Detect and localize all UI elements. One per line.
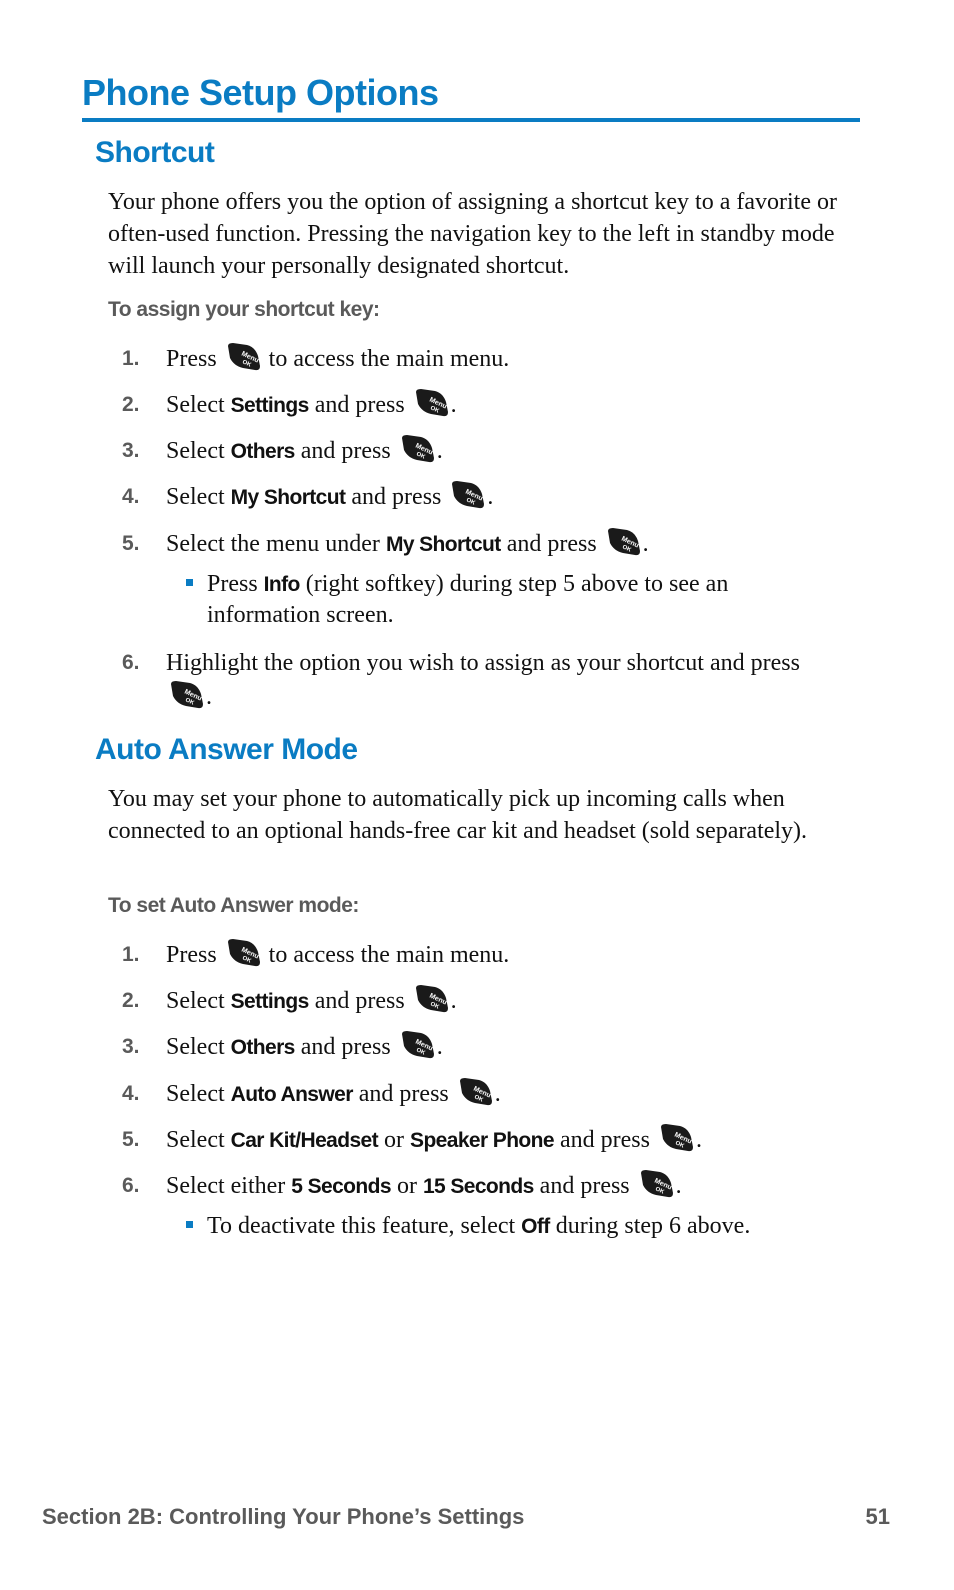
menu-ok-key-icon [449,480,485,510]
title-rule [82,118,860,122]
menu-keyword: Auto Answer [230,1083,353,1106]
page-number: 51 [865,1504,890,1529]
footer-section-title: Section 2B: Controlling Your Phone’s Settings [42,1504,525,1529]
step-text: Select either 5 Seconds or 15 Seconds and press . [166,1169,856,1204]
step-number: 4. [122,485,140,508]
menu-ok-key-icon [225,342,261,372]
menu-ok-key-icon [413,984,449,1014]
step-text: Select Settings and press . [166,388,856,423]
shortcut-subhead: To assign your shortcut key: [108,298,380,321]
menu-ok-key-icon [399,434,435,464]
page-title: Phone Setup Options [82,72,439,113]
menu-ok-key-icon [225,938,261,968]
step-number: 2. [122,393,140,416]
auto-answer-heading: Auto Answer Mode [95,733,358,766]
shortcut-heading: Shortcut [95,136,215,169]
menu-ok-key-icon [413,388,449,418]
step-text: Press to access the main menu. [166,938,856,972]
menu-keyword: Car Kit/Headset [230,1129,379,1152]
step-number: 1. [122,943,140,966]
step-text: Select the menu under My Shortcut and press . [166,527,856,562]
shortcut-intro: Your phone offers you the option of assigning a shortcut key to a favorite or often-used function. Pressing the navigation key to the left in standby mode will launch your personally designated shortcut. [108,189,837,279]
step-number: 3. [122,1035,140,1058]
step-text: Select Car Kit/Headset or Speaker Phone and press . [166,1123,856,1158]
step-number: 5. [122,1128,140,1151]
menu-keyword: Others [230,440,295,463]
menu-ok-key-icon [658,1123,694,1153]
menu-keyword: Speaker Phone [410,1129,554,1152]
auto-answer-intro: You may set your phone to automatically pick up incoming calls when connected to an optional hands-free car kit and headset (sold separately). [108,786,808,844]
menu-keyword: Others [230,1036,295,1059]
menu-ok-key-icon [168,680,204,710]
step-text: Press to access the main menu. [166,342,856,376]
step-number: 1. [122,347,140,370]
menu-keyword: 15 Seconds [422,1175,534,1198]
step-number: 4. [122,1082,140,1105]
step-number: 3. [122,439,140,462]
bullet-text: Press Info (right softkey) during step 5 above to see an information screen. [207,571,729,628]
step-text: Select Others and press . [166,1030,856,1065]
menu-ok-key-icon [457,1077,493,1107]
auto-answer-subhead: To set Auto Answer mode: [108,894,359,917]
step-number: 6. [122,651,140,674]
bullet-square-icon [186,1221,193,1228]
menu-ok-key-icon [638,1169,674,1199]
menu-ok-key-icon [399,1030,435,1060]
menu-keyword: Off [521,1215,550,1238]
step-number: 6. [122,1174,140,1197]
step-text: Select Others and press . [166,434,856,469]
menu-keyword: Settings [230,990,309,1013]
menu-keyword: My Shortcut [385,533,501,556]
menu-keyword: My Shortcut [230,486,346,509]
menu-keyword: 5 Seconds [291,1175,391,1198]
step-number: 2. [122,989,140,1012]
softkey-keyword: Info [263,573,300,596]
step-text: Select My Shortcut and press . [166,480,856,515]
step-text: Highlight the option you wish to assign as your shortcut and press . [166,650,800,710]
step-number: 5. [122,532,140,555]
bullet-square-icon [186,579,193,586]
menu-ok-key-icon [605,527,641,557]
menu-keyword: Settings [230,394,309,417]
bullet-text: To deactivate this feature, select Off during step 6 above. [207,1213,751,1239]
step-text: Select Auto Answer and press . [166,1077,856,1112]
step-text: Select Settings and press . [166,984,856,1019]
